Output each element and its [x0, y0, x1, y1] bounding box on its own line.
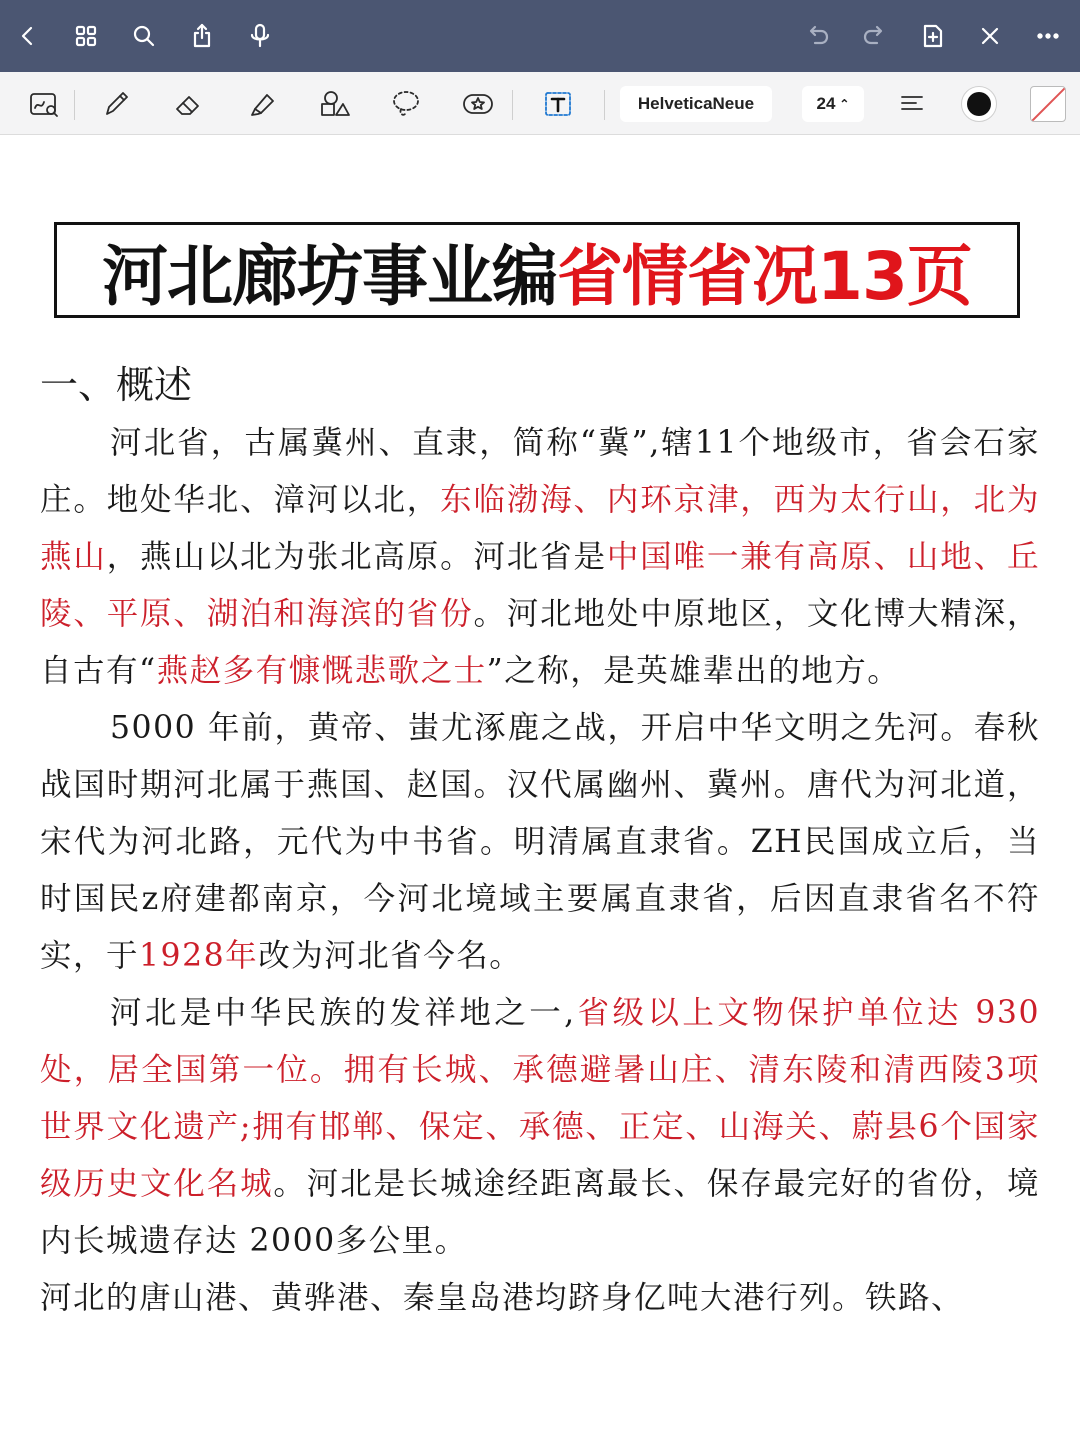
- microphone-icon[interactable]: [242, 18, 278, 54]
- chevron-left-icon[interactable]: [10, 18, 46, 54]
- pen-icon[interactable]: [94, 82, 138, 126]
- document-body: [40, 415, 1040, 1327]
- more-icon[interactable]: [1030, 18, 1066, 54]
- zoom-window-icon[interactable]: [22, 82, 66, 126]
- font-size-select[interactable]: [802, 86, 864, 122]
- text-box-icon[interactable]: [536, 82, 580, 126]
- font-family-label: HelveticaNeue: [637, 94, 755, 113]
- section-heading: 一、概述: [40, 363, 193, 407]
- text-run: ，燕山以北为张北高原。河北省是: [106, 539, 607, 575]
- text-run: ”之称，是英雄辈出的地方。: [486, 653, 901, 689]
- fill-color-none-swatch[interactable]: [1030, 86, 1066, 122]
- stepper-icon: ⌃: [839, 97, 850, 111]
- share-icon[interactable]: [184, 18, 220, 54]
- paragraph-4: 河北的唐山港、黄骅港、秦皇岛港均跻身亿吨大港行列。铁路、: [40, 1280, 965, 1316]
- sticker-icon[interactable]: [456, 82, 500, 126]
- lasso-icon[interactable]: [384, 82, 428, 126]
- highlighter-icon[interactable]: [240, 82, 284, 126]
- close-icon[interactable]: [972, 18, 1008, 54]
- top-nav-bar: [0, 0, 1080, 72]
- text-run: 改为河北省今名。: [258, 938, 523, 974]
- undo-icon[interactable]: [800, 18, 836, 54]
- annotation-toolbar: [0, 72, 1080, 135]
- align-left-icon[interactable]: [890, 82, 934, 126]
- font-size-label: 24: [816, 94, 836, 113]
- toolbar-divider: [74, 90, 75, 120]
- toolbar-divider: [604, 90, 605, 120]
- grid-icon[interactable]: [68, 18, 104, 54]
- highlight-run: 燕赵多有慷慨悲歌之士: [156, 653, 487, 689]
- search-icon[interactable]: [126, 18, 162, 54]
- highlight-run: 省级以上文物保护单位达 930处，居全国第一位。拥有长城、承德避暑山庄、清东陵和清西陵3项世界文化遗产;拥有邯郸、保定、承德、正定、山海关、蔚县6个国家级历史文化名城: [40, 995, 1040, 1202]
- text-run: 。河北地处中原地区，文化博大精深，自古有“: [40, 596, 1040, 689]
- highlight-run: 中国唯一兼有高原、山地、丘陵、平原、湖泊和海滨的省份: [40, 539, 1040, 632]
- highlight-run: 东临渤海、内环京津，西为太行山，北为燕山: [40, 482, 1040, 575]
- redo-icon[interactable]: [856, 18, 892, 54]
- text-color-swatch[interactable]: [961, 86, 997, 122]
- eraser-icon[interactable]: [166, 82, 210, 126]
- highlight-run: 1928年: [139, 938, 259, 974]
- text-run: 河北是中华民族的发祥地之一,: [110, 995, 576, 1031]
- add-page-icon[interactable]: [915, 18, 951, 54]
- paragraph-3: [40, 985, 1040, 1270]
- title-red-part: 省情省况13页: [557, 237, 972, 315]
- text-run: 。河北是长城途经距离最长、保存最完好的省份，境内长城遗存达 2000多公里。: [40, 1166, 1040, 1259]
- page-title: [54, 222, 1020, 318]
- paragraph-2: [40, 700, 1040, 985]
- text-run: 河北省，古属冀州、直隶，简称“冀”,辖11个地级市，省会石家庄。地处华北、漳河以北，: [40, 425, 1040, 518]
- toolbar-divider: [512, 90, 513, 120]
- text-run: 5000 年前，黄帝、蚩尤涿鹿之战，开启中华文明之先河。春秋战国时期河北属于燕国、赵国。汉代属幽州、冀州。唐代为河北道，宋代为河北路，元代为中书省。明清属直隶省。ZH民国成立后，当时国民z府建都南京，今河北境域主要属直隶省，后因直隶省名不符实，于: [40, 710, 1040, 974]
- font-family-select[interactable]: [620, 86, 772, 122]
- paragraph-1: [40, 415, 1040, 700]
- shapes-icon[interactable]: [312, 82, 356, 126]
- color-fill: [967, 92, 991, 116]
- title-black-part: 河北廊坊事业编: [102, 237, 558, 315]
